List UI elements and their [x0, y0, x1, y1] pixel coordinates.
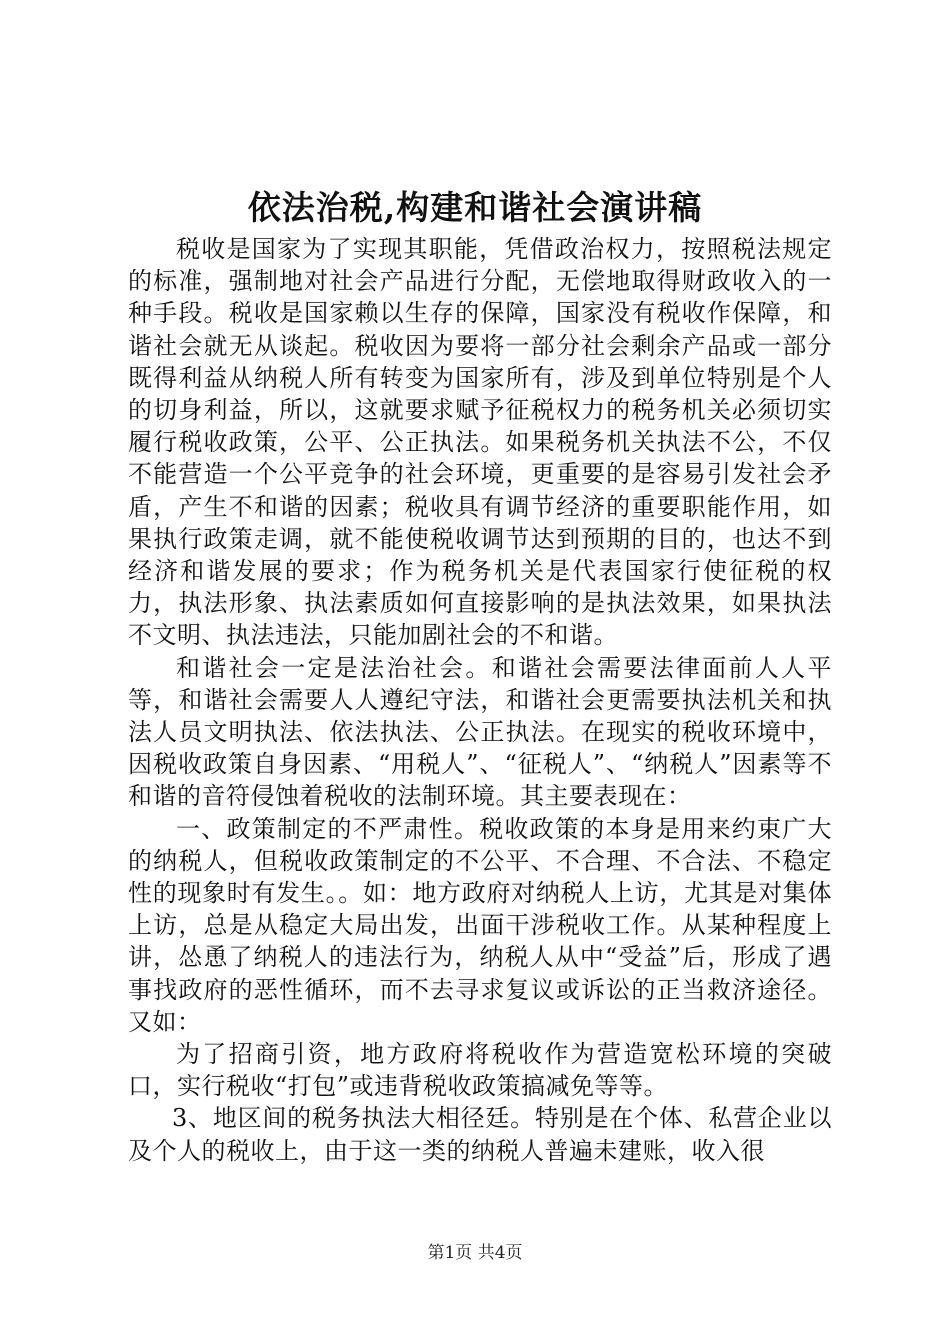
page-number-footer: 第1页 共4页 — [427, 1243, 523, 1263]
document-title: 依法治税,构建和谐社会演讲稿 — [247, 188, 703, 227]
paragraph-2: 和谐社会一定是法治社会。和谐社会需要法律面前人人平等，和谐社会需要人人遵纪守法，和谐社会更需要执法机关和执法人员文明执法、依法执法、公正执法。在现实的税收环境中，因税收政策自身因素、“用税人”、“征税人”、“纳税人”因素等不和谐的音符侵蚀着税收的法制环境。其主要表现在： — [128, 653, 832, 811]
document-body — [128, 233, 832, 1167]
paragraph-3: 一、政策制定的不严肃性。税收政策的本身是用来约束广大的纳税人，但税收政策制定的不公平、不合理、不合法、不稳定性的现象时有发生。。如：地方政府对纳税人上访，尤其是对集体上访，总是从稳定大局出发，出面干涉税收工作。从某种程度上讲，怂恿了纳税人的违法行为，纳税人从中“受益”后，形成了遇事找政府的恶性循环，而不去寻求复议或诉讼的正当救济途径。又如： — [128, 814, 832, 1036]
paragraph-5: 3、地区间的税务执法大相径廷。特别是在个体、私营企业以及个人的税收上，由于这一类的纳税人普遍未建账，收入很 — [128, 1104, 832, 1165]
paragraph-1: 税收是国家为了实现其职能，凭借政治权力，按照税法规定的标准，强制地对社会产品进行分配，无偿地取得财政收入的一种手段。税收是国家赖以生存的保障，国家没有税收作保障，和谐社会就无从谈起。税收因为要将一部分社会剩余产品或一部分既得利益从纳税人所有转变为国家所有，涉及到单位特别是个人的切身利益，所以，这就要求赋予征税权力的税务机关必须切实履行税收政策，公平、公正执法。如果税务机关执法不公，不仅不能营造一个公平竞争的社会环境，更重要的是容易引发社会矛盾，产生不和谐的因素；税收具有调节经济的重要职能作用，如果执行政策走调，就不能使税收调节达到预期的目的，也达不到经济和谐发展的要求；作为税务机关是代表国家行使征税的权力，执法形象、执法素质如何直接影响的是执法效果，如果执法不文明、执法违法，只能加剧社会的不和谐。 — [128, 235, 832, 650]
paragraph-4: 为了招商引资，地方政府将税收作为营造宽松环境的突破口，实行税收“打包”或违背税收政策搞减免等等。 — [128, 1040, 832, 1101]
